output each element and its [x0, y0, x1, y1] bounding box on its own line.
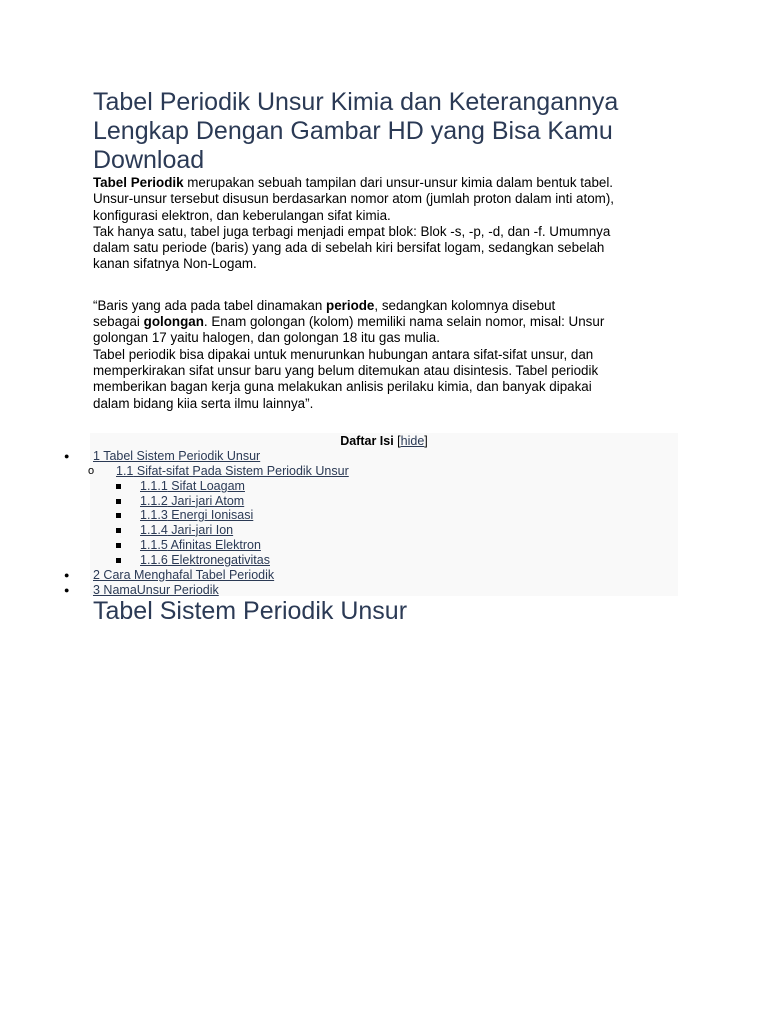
bullet-square-icon: [116, 513, 121, 518]
toc-item-1[interactable]: [93, 449, 260, 464]
toc-item-number: 1: [93, 448, 100, 463]
toc-item-1-1-6[interactable]: [140, 553, 270, 568]
toc-item-1-1-3[interactable]: [140, 508, 253, 523]
quote-paragraph: [93, 298, 678, 412]
toc-item-number: 1.1.4: [140, 522, 168, 537]
intro-text: merupakan sebuah tampilan dari unsur-unsur kimia dalam bentuk tabel.: [183, 175, 614, 190]
quote-text: “Baris yang ada pada tabel dinamakan: [93, 297, 327, 313]
toc-item-label: Tabel Sistem Periodik Unsur: [99, 448, 261, 463]
toc-item-number: 1.1.2: [140, 493, 168, 508]
toc-hide-link[interactable]: hide: [400, 433, 425, 448]
toc-title: [90, 434, 678, 449]
toc-item-number: 2: [93, 567, 100, 582]
toc-item-label: Sifat Loagam: [167, 478, 245, 493]
intro-bold-term: Tabel Periodik: [93, 175, 184, 190]
blocks-line: dalam satu periode (baris) yang ada di sebelah kiri bersifat logam, sedangkan sebelah: [93, 240, 605, 256]
toc-item-1-1-2[interactable]: [140, 494, 244, 509]
toc-item-label: Afinitas Elektron: [167, 537, 261, 552]
toc-item-label: Elektronegativitas: [167, 552, 270, 567]
quote-text: sebagai: [93, 314, 144, 330]
quote-bold-term: periode: [326, 297, 375, 313]
bullet-disc-icon: ●: [64, 450, 70, 461]
bullet-square-icon: [116, 543, 121, 548]
toc-item-2[interactable]: [93, 568, 274, 583]
toc-item-number: 1.1.1: [140, 478, 168, 493]
bullet-circle-icon: o: [88, 464, 95, 477]
toc-bracket: [: [393, 433, 401, 448]
title-line-2: Lengkap Dengan Gambar HD yang Bisa Kamu: [93, 117, 613, 145]
toc-item-number: 1.1.5: [140, 537, 168, 552]
intro-paragraph: [93, 175, 678, 273]
quote-text: Tabel periodik bisa dipakai untuk menurunkan hubungan antara sifat-sifat unsur, dan: [93, 346, 594, 362]
toc-item-label: Jari-jari Ion: [167, 522, 234, 537]
toc-item-label: Cara Menghafal Tabel Periodik: [99, 567, 275, 582]
intro-line: konfigurasi elektron, dan keberulangan sifat kimia.: [93, 207, 391, 223]
bullet-square-icon: [116, 558, 121, 563]
bullet-square-icon: [116, 484, 121, 489]
quote-text: golongan 17 yaitu halogen, dan golongan 18 itu gas mulia.: [93, 330, 440, 346]
toc-item-1-1[interactable]: [116, 464, 349, 479]
bullet-disc-icon: ●: [64, 584, 70, 595]
toc-item-number: 1.1: [116, 463, 134, 478]
toc-bracket: ]: [424, 433, 428, 448]
title-line-3: Download: [93, 146, 205, 174]
intro-line: Unsur-unsur tersebut disusun berdasarkan nomor atom (jumlah proton dalam inti atom),: [93, 191, 614, 207]
bullet-square-icon: [116, 499, 121, 504]
quote-text: memperkirakan sifat unsur baru yang belum ditemukan atau disintesis. Tabel periodik: [93, 362, 599, 378]
table-of-contents: [64, 433, 678, 597]
quote-text: . Enam golongan (kolom) memiliki nama selain nomor, misal: Unsur: [203, 314, 605, 330]
bullet-square-icon: [116, 528, 121, 533]
toc-item-1-1-5[interactable]: [140, 538, 261, 553]
toc-item-number: 1.1.3: [140, 507, 168, 522]
toc-item-label: Jari-jari Atom: [167, 493, 245, 508]
quote-bold-term: golongan: [143, 314, 204, 330]
article: [64, 88, 678, 597]
toc-item-number: 1.1.6: [140, 552, 168, 567]
toc-item-label: NamaUnsur Periodik: [99, 582, 219, 597]
toc-item-number: 3: [93, 582, 100, 597]
toc-item-label: Energi Ionisasi: [167, 507, 254, 522]
bullet-disc-icon: ●: [64, 569, 70, 580]
page-title: [93, 88, 678, 175]
quote-text: dalam bidang kiia serta ilmu lainnya”.: [93, 395, 314, 411]
blocks-line: Tak hanya satu, tabel juga terbagi menjadi empat blok: Blok -s, -p, -d, dan -f. Umumnya: [93, 223, 611, 239]
toc-heading: Daftar Isi: [340, 433, 394, 448]
quote-text: memberikan bagan kerja guna melakukan anlisis perilaku kimia, dan banyak dipakai: [93, 379, 592, 395]
section-heading: Tabel Sistem Periodik Unsur: [93, 597, 408, 625]
quote-text: , sedangkan kolomnya disebut: [374, 297, 556, 313]
title-line-1: Tabel Periodik Unsur Kimia dan Keterangannya: [93, 88, 619, 116]
toc-item-label: Sifat-sifat Pada Sistem Periodik Unsur: [133, 463, 349, 478]
toc-item-1-1-4[interactable]: [140, 523, 233, 538]
toc-item-1-1-1[interactable]: [140, 479, 245, 494]
blocks-line: kanan sifatnya Non-Logam.: [93, 256, 257, 272]
